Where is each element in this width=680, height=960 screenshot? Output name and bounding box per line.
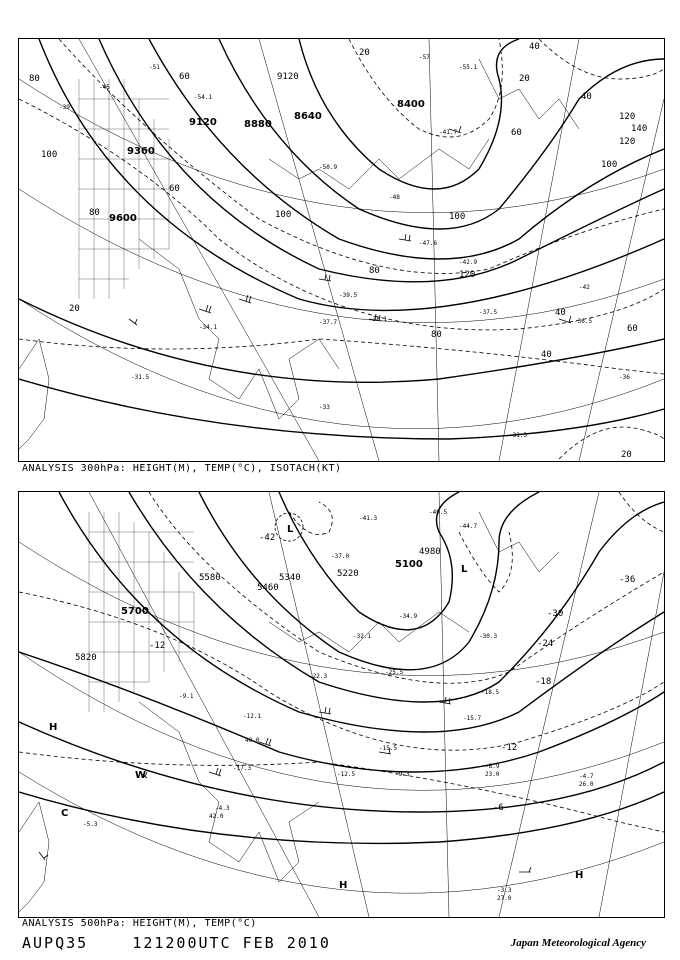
chart-id: AUPQ35 (22, 934, 89, 952)
high-pressure-center: H (49, 722, 58, 733)
parallel-line (19, 299, 664, 429)
coastline (19, 339, 49, 449)
wind-barb (399, 234, 411, 241)
isotach-label: 80 (431, 330, 442, 340)
station-label: -15.7 (463, 715, 482, 722)
height-label: 5820 (75, 653, 97, 663)
high-pressure-center: H (339, 880, 348, 891)
temp-label: -54.1 (194, 94, 213, 101)
isotach-label: 20 (519, 74, 530, 84)
height-label: 8640 (294, 111, 322, 122)
height-contour (39, 39, 664, 310)
coastline (139, 239, 339, 419)
temp-contour (19, 592, 664, 750)
height-label: 8400 (397, 99, 425, 110)
lower-temp-contours (19, 492, 664, 832)
parallel-line (19, 189, 664, 323)
temp-contour (19, 752, 664, 832)
station-label: -44.7 (459, 523, 478, 530)
station-label: -15.5 (379, 745, 398, 752)
isotach-label: 40 (555, 308, 566, 318)
meridian-line (259, 39, 379, 461)
temp-label: -55.1 (459, 64, 478, 71)
meridian-line (499, 492, 599, 917)
isotach-label: 80 (369, 266, 380, 276)
parallel-line (19, 772, 664, 893)
isotach-label: 120 (459, 270, 476, 280)
upper-map-300hpa (18, 38, 665, 462)
temp-contour-label: -42 (259, 533, 276, 543)
height-label: 9360 (127, 146, 155, 157)
lower-height-contours (19, 492, 664, 843)
agency-name: Japan Meteorological Agency (510, 937, 646, 949)
station-label: -25.5 (385, 669, 404, 676)
height-label: 5700 (121, 606, 149, 617)
height-label: 9600 (109, 213, 137, 224)
station-label: -17.3 (233, 765, 252, 772)
station-label: 27.0 (497, 895, 512, 902)
low-pressure-center: L (287, 524, 294, 535)
station-label: -12.5 (337, 771, 356, 778)
isotach-label: 100 (41, 150, 58, 160)
isotach-label: 60 (627, 324, 638, 334)
station-label: -3.3 (497, 887, 512, 894)
temp-label: -36.5 (574, 318, 593, 325)
height-label: 9120 (189, 117, 217, 128)
height-label: 4980 (419, 547, 441, 557)
meridian-line (89, 492, 319, 917)
height-contour (19, 379, 664, 439)
isotach-label: 40 (529, 42, 540, 52)
wind-barb (519, 867, 531, 872)
temp-label: -37.7 (319, 319, 338, 326)
temp-label: -37.5 (479, 309, 498, 316)
height-label: 9120 (277, 72, 299, 82)
temp-label: -48 (389, 194, 400, 201)
lower-coastline (19, 512, 559, 912)
height-label: 5100 (395, 559, 423, 570)
station-label: -30.3 (479, 633, 498, 640)
lower-map-500hpa (18, 491, 665, 918)
station-label: -22.3 (309, 673, 328, 680)
temp-contour (459, 532, 512, 592)
cold-center: C (61, 808, 69, 819)
lower-caption: ANALYSIS 500hPa: HEIGHT(M), TEMP(°C) (22, 918, 257, 929)
wind-barb (129, 319, 137, 325)
temp-contour-label: -12 (501, 743, 518, 753)
coastline (479, 512, 559, 572)
temp-label: -42.9 (459, 259, 478, 266)
wind-barb (209, 768, 221, 776)
station-label: -9.1 (179, 693, 194, 700)
temp-label: -39 (59, 104, 70, 111)
warm-center: W (135, 770, 147, 781)
isotach-label: 40 (541, 350, 552, 360)
isotach-label: 20 (359, 48, 370, 58)
chart-id-and-time (22, 934, 331, 952)
lower-map-canvas (19, 492, 664, 917)
station-label: -34.9 (399, 613, 418, 620)
temp-label: -57 (419, 54, 430, 61)
station-label: -8.9 (485, 763, 500, 770)
coastline (269, 139, 489, 189)
upper-terrain-hatch (79, 79, 169, 299)
temp-label: -36 (619, 374, 630, 381)
upper-map-canvas (19, 39, 664, 461)
meridian-line (579, 99, 664, 461)
temp-label: -39.5 (339, 292, 358, 299)
isotach-contour (539, 39, 664, 79)
low-pressure-center: L (461, 564, 468, 575)
station-label: -12.1 (243, 713, 262, 720)
meridian-line (599, 572, 664, 917)
isotach-label: 100 (601, 160, 618, 170)
temp-contour-label: -24 (537, 639, 554, 649)
temp-contour-label: -36 (619, 575, 636, 585)
station-label: -49.5 (429, 509, 448, 516)
isotach-label: 120 (619, 112, 636, 122)
high-pressure-center: H (575, 870, 584, 881)
station-label: -41.3 (359, 515, 378, 522)
temp-label: -47.6 (419, 240, 438, 247)
upper-graticule (19, 39, 664, 461)
upper-caption: ANALYSIS 300hPa: HEIGHT(M), TEMP(°C), ISOTACH(KT) (22, 463, 342, 474)
height-contour (59, 492, 664, 732)
temp-contour-label: -18 (535, 677, 552, 687)
isotach-contour (559, 427, 664, 459)
station-label: -18.5 (481, 689, 500, 696)
temp-contour (289, 502, 332, 535)
station-label: 26.0 (579, 781, 594, 788)
temp-label: -51 (149, 64, 160, 71)
temp-contour (149, 492, 664, 683)
height-label: 5220 (337, 569, 359, 579)
height-label: 5580 (199, 573, 221, 583)
isotach-label: 20 (69, 304, 80, 314)
lower-wind-barbs (39, 697, 531, 872)
height-label: 5340 (279, 573, 301, 583)
temp-label: -42 (579, 284, 590, 291)
height-contour (19, 652, 664, 772)
parallel-line (19, 652, 664, 790)
temp-label: -31.3 (509, 432, 528, 439)
isotach-label: 140 (631, 124, 648, 134)
temp-contour-label: -12 (149, 641, 166, 651)
isotach-label: 100 (275, 210, 292, 220)
wind-barb (199, 305, 211, 313)
station-label: -37.0 (331, 553, 350, 560)
isotach-label: 80 (89, 208, 100, 218)
temp-label: -31.5 (131, 374, 150, 381)
temp-label: -34.1 (199, 324, 218, 331)
isotach-label: 60 (179, 72, 190, 82)
station-label: 42.0 (209, 813, 224, 820)
temp-contour-label: -6 (493, 803, 504, 813)
isotach-label: 100 (449, 212, 466, 222)
coastline (19, 802, 49, 912)
meridian-line (499, 39, 579, 461)
isotach-label: 80 (29, 74, 40, 84)
temp-label: -38.1 (369, 316, 388, 323)
temp-label: -45 (99, 84, 110, 91)
temp-contour-label: -30 (547, 609, 564, 619)
station-label: -5.3 (83, 821, 98, 828)
station-label: -32.1 (353, 633, 372, 640)
station-label: 40.0 (245, 737, 260, 744)
wind-barb (319, 274, 331, 281)
height-label: 5460 (257, 583, 279, 593)
isotach-label: 60 (169, 184, 180, 194)
station-label: -4.3 (215, 805, 230, 812)
isotach-contour (19, 339, 664, 374)
isotach-label: 120 (619, 137, 636, 147)
station-label: 23.0 (485, 771, 500, 778)
isotach-label: 20 (621, 450, 632, 460)
temp-label: -33 (319, 404, 330, 411)
isotach-label: 40 (581, 92, 592, 102)
meridian-line (429, 39, 439, 461)
station-label: -4.7 (579, 773, 594, 780)
station-label: -9.3 (395, 771, 410, 778)
temp-label: -41.7 (439, 129, 458, 136)
height-contour (19, 722, 664, 812)
temp-label: -50.9 (319, 164, 338, 171)
valid-time: 121200UTC FEB 2010 (132, 934, 331, 952)
height-label: 8880 (244, 119, 272, 130)
isotach-label: 60 (511, 128, 522, 138)
